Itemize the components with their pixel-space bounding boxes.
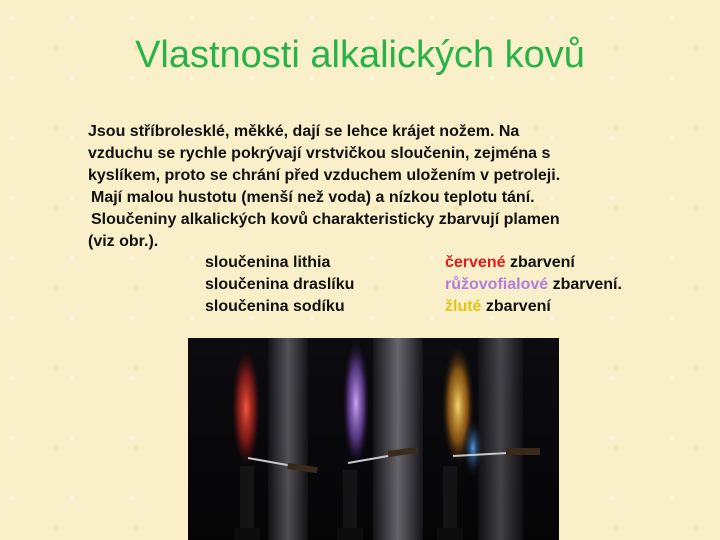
paragraph-line: Sloučeniny alkalických kovů charakteristicky zbarvují plamen — [91, 211, 560, 228]
flame-color-list — [445, 252, 622, 318]
flame-color-suffix: zbarvení — [481, 298, 551, 315]
flame-color-word: červené — [445, 254, 506, 271]
paragraph-line: vzduchu se rychle pokrývají vrstvičkou sloučenin, zejména s — [88, 145, 551, 162]
flame-color-suffix: zbarvení — [505, 254, 575, 271]
compound-name: sloučenina draslíku — [205, 276, 355, 293]
compound-name: sloučenina sodíku — [205, 298, 345, 315]
flame-color-item — [445, 252, 622, 274]
flame-color-item — [445, 274, 622, 296]
flame-color-item — [445, 296, 622, 318]
flame-color-word: žluté — [445, 298, 482, 315]
compound-name: sloučenina lithia — [205, 254, 331, 271]
slide-title: Vlastnosti alkalických kovů — [135, 34, 585, 76]
paragraph-line: Jsou stříbrolesklé, měkké, dají se lehce krájet nožem. Na — [88, 123, 520, 140]
compound-list — [205, 252, 354, 318]
flame-test-illustration — [188, 338, 559, 540]
flame-color-suffix: zbarvení. — [548, 276, 622, 293]
paragraph-line: Mají malou hustotu (menší než voda) a nízkou teplotu tání. — [91, 189, 535, 206]
paragraph-line: kyslíkem, proto se chrání před vzduchem uložením v petroleji. — [88, 167, 561, 184]
flame-test-photo — [188, 338, 559, 540]
paragraph-line: (viz obr.). — [88, 233, 159, 250]
flame-color-word: růžovofialové — [445, 276, 549, 293]
intro-paragraph — [88, 121, 688, 253]
